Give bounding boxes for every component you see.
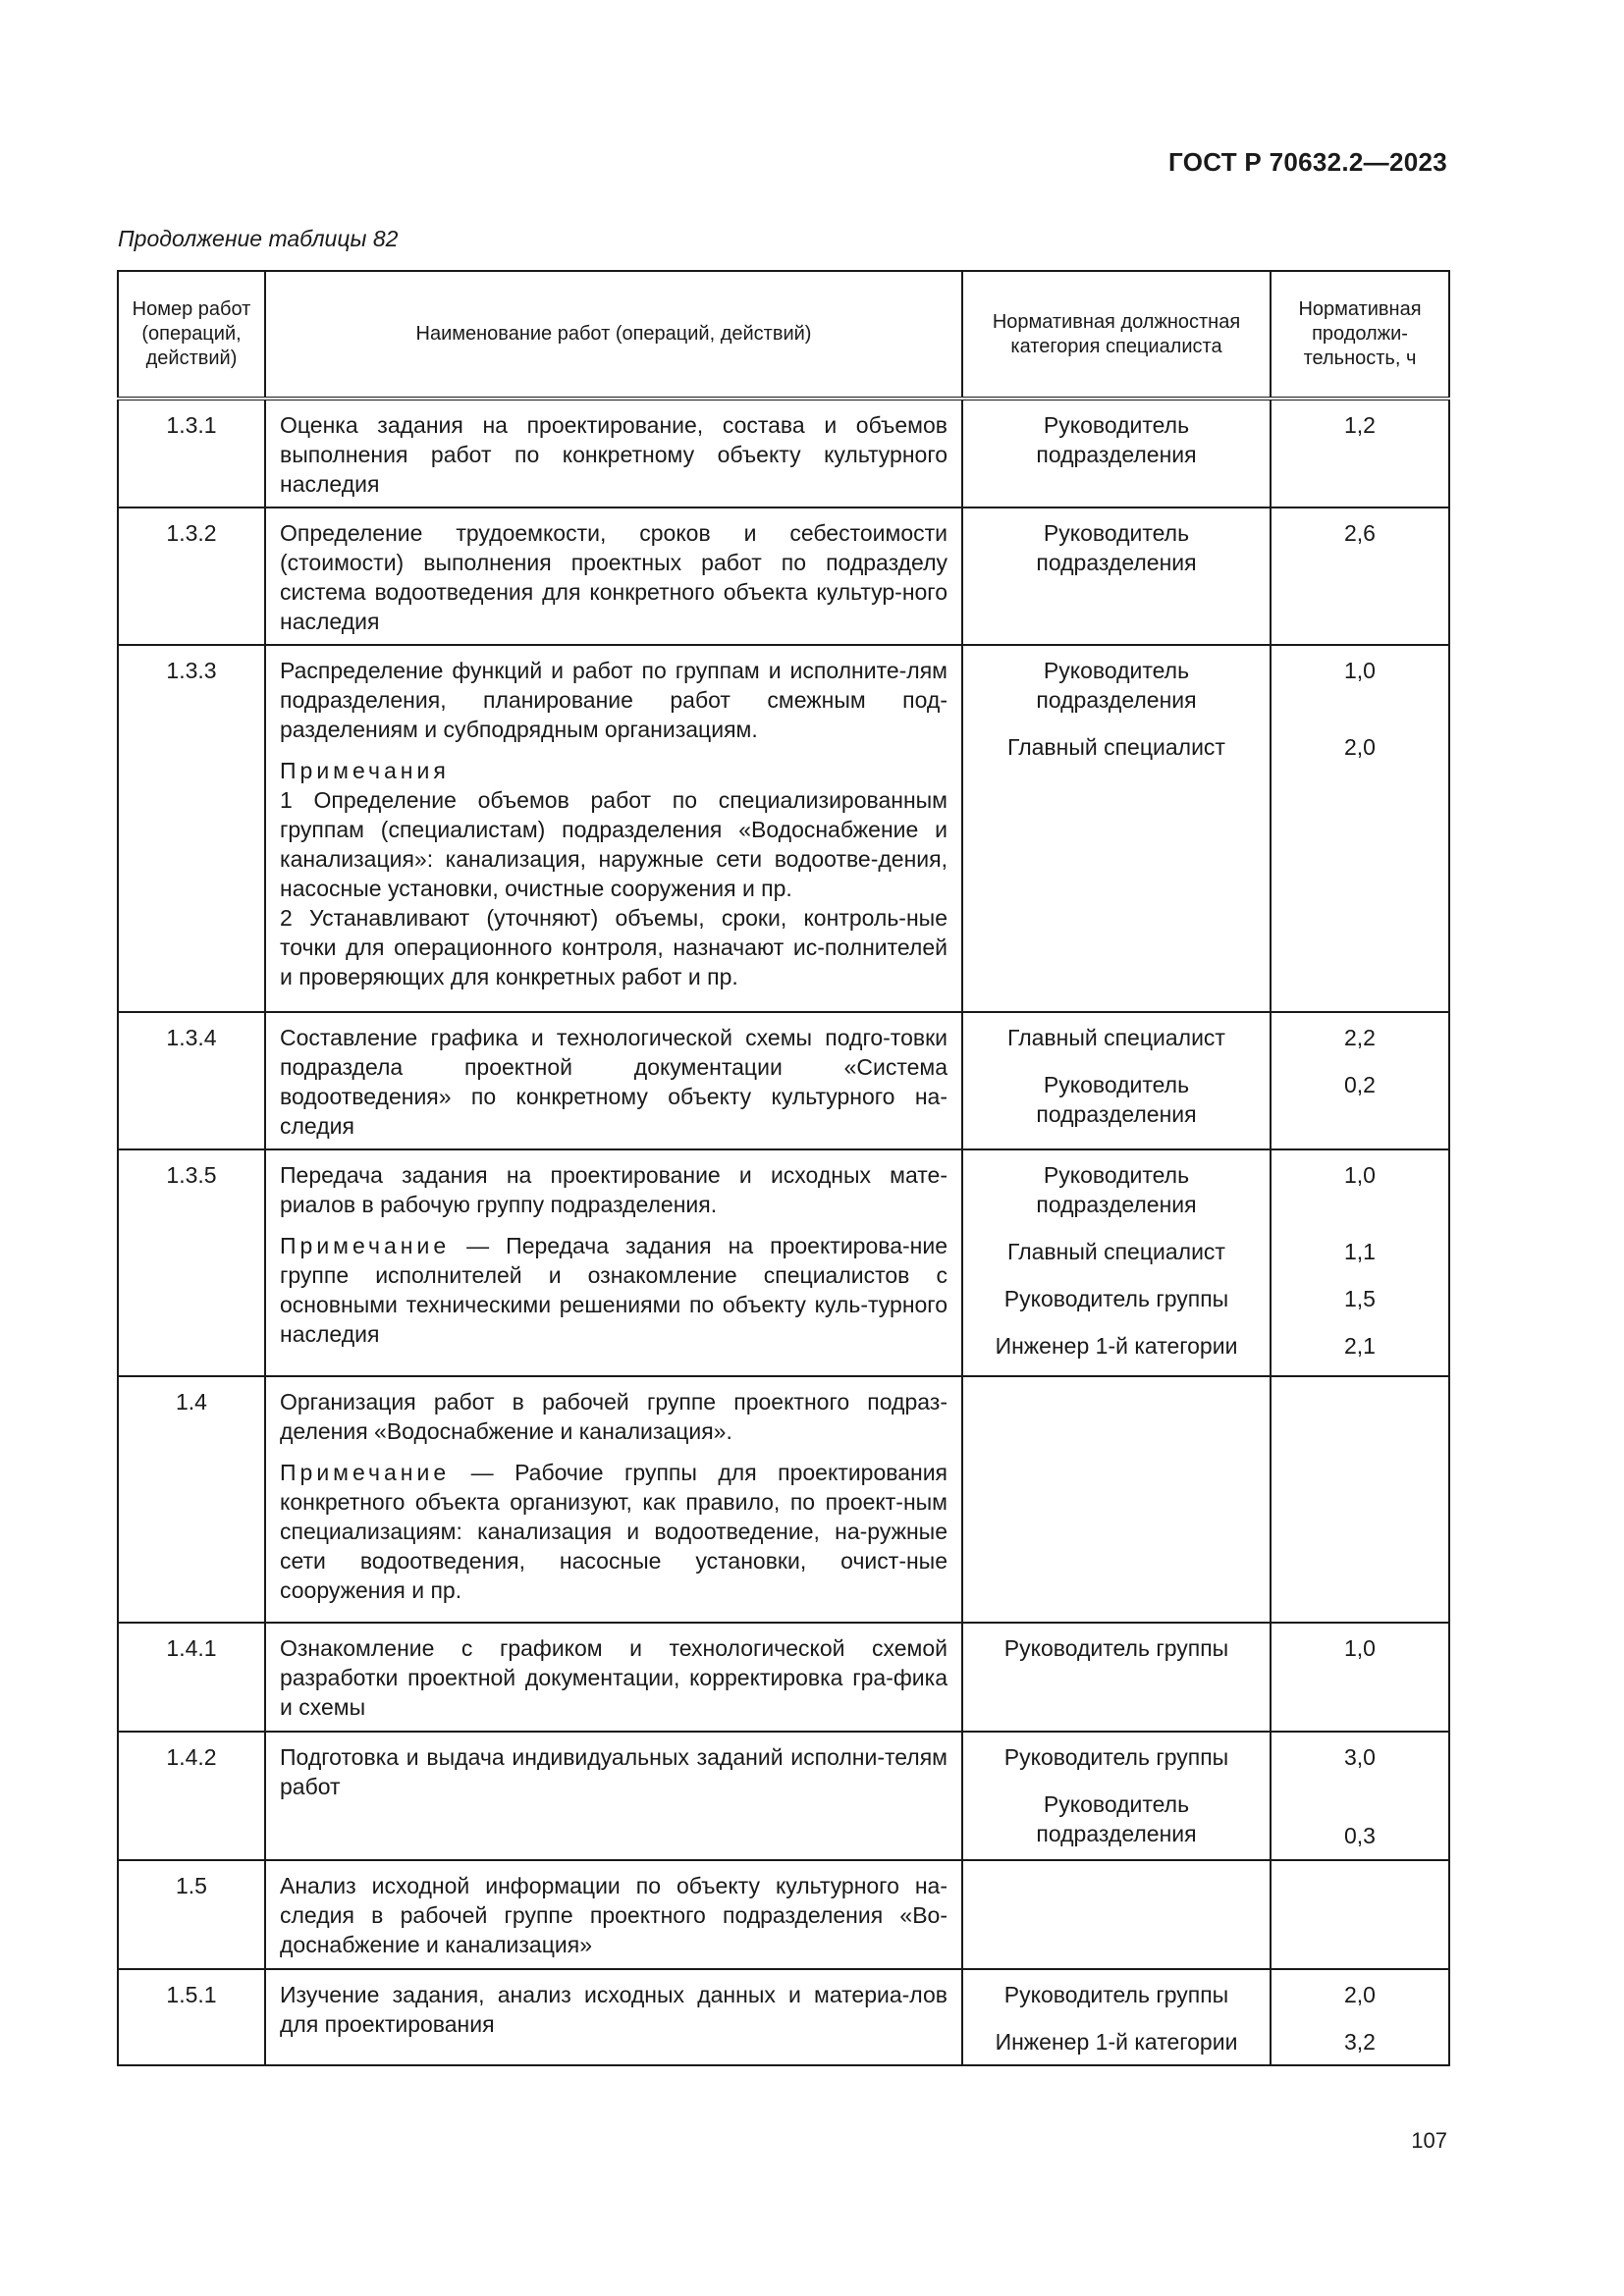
row-number: 1.3.1 bbox=[118, 399, 265, 507]
category-item: Инженер 1-й категории bbox=[995, 2029, 1238, 2055]
duration-item: 1,2 bbox=[1344, 412, 1376, 438]
column-header-number: Номер работ (операций, действий) bbox=[118, 271, 265, 399]
work-text: Оценка задания на проектирование, состава и объемов выполнения работ по конкретному объекту культурного наследия bbox=[280, 412, 947, 497]
note-label-text: Примечание bbox=[280, 1233, 451, 1258]
works-table bbox=[117, 270, 1450, 2066]
page-number: 107 bbox=[1411, 2128, 1447, 2153]
note-paragraph bbox=[280, 1458, 947, 1605]
row-durations bbox=[1271, 507, 1449, 645]
duration-item: 3,2 bbox=[1344, 2029, 1376, 2055]
row-durations bbox=[1271, 1012, 1449, 1149]
row-categories bbox=[962, 645, 1271, 1012]
row-categories bbox=[962, 1376, 1271, 1623]
duration-item: 1,0 bbox=[1344, 1162, 1376, 1188]
work-text: Ознакомление с графиком и технологической схемой разработки проектной документации, корректировка гра-фика и схемы bbox=[280, 1635, 947, 1720]
note-label-text: Примечание bbox=[280, 1460, 451, 1485]
category-item: Руководитель подразделения bbox=[1036, 1072, 1197, 1127]
row-description bbox=[265, 1012, 962, 1149]
row-categories bbox=[962, 1149, 1271, 1376]
work-text: Распределение функций и работ по группам и исполните-лям подразделения, планирование работ смежным под-разделениям и субподрядным организациям. bbox=[280, 658, 947, 742]
note-text: — Передача задания на проектирова-ние группе исполнителей и ознакомление специалистов с основными техническими решениями по объекту куль-турного наследия bbox=[280, 1233, 947, 1347]
duration-item: 3,0 bbox=[1344, 1744, 1376, 1770]
row-categories bbox=[962, 507, 1271, 645]
row-categories bbox=[962, 1732, 1271, 1860]
row-description bbox=[265, 1376, 962, 1623]
row-durations bbox=[1271, 1623, 1449, 1732]
category-item: Руководитель подразделения bbox=[1036, 1791, 1197, 1846]
row-number: 1.3.2 bbox=[118, 507, 265, 645]
table-row bbox=[118, 399, 1449, 507]
note-paragraph bbox=[280, 1231, 947, 1349]
duration-item: 1,0 bbox=[1344, 1635, 1376, 1661]
table-row bbox=[118, 1969, 1449, 2065]
table-caption: Продолжение таблицы 82 bbox=[118, 226, 399, 251]
note-label-text: Примечания bbox=[280, 758, 450, 783]
note-line: 2 Устанавливают (уточняют) объемы, сроки, контроль-ные точки для операционного контроля, назначают ис-полнителей и проверяющих для конкретных работ и пр. bbox=[280, 905, 947, 989]
column-header-category: Нормативная должностная категория специалиста bbox=[962, 271, 1271, 399]
category-item: Руководитель подразделения bbox=[1036, 1162, 1197, 1217]
table-row bbox=[118, 1376, 1449, 1623]
row-categories bbox=[962, 399, 1271, 507]
duration-item: 2,6 bbox=[1344, 520, 1376, 546]
row-number: 1.4.2 bbox=[118, 1732, 265, 1860]
row-durations bbox=[1271, 1376, 1449, 1623]
work-text: Составление графика и технологической схемы подго-товки подраздела проектной документации «Система водоотведения» по конкретному объекту культурного на-следия bbox=[280, 1025, 947, 1139]
row-durations bbox=[1271, 399, 1449, 507]
duration-item: 2,0 bbox=[1344, 1982, 1376, 2007]
duration-item: 0,3 bbox=[1344, 1823, 1376, 1848]
row-number: 1.3.5 bbox=[118, 1149, 265, 1376]
duration-item: 1,5 bbox=[1344, 1286, 1376, 1311]
row-description bbox=[265, 1969, 962, 2065]
category-item: Руководитель группы bbox=[1003, 1635, 1229, 1661]
column-header-name: Наименование работ (операций, действий) bbox=[265, 271, 962, 399]
duration-item: 2,0 bbox=[1344, 734, 1376, 760]
row-durations bbox=[1271, 1732, 1449, 1860]
category-item: Главный специалист bbox=[1007, 1239, 1225, 1264]
row-durations bbox=[1271, 1149, 1449, 1376]
row-number: 1.3.4 bbox=[118, 1012, 265, 1149]
row-description bbox=[265, 507, 962, 645]
row-description bbox=[265, 1732, 962, 1860]
duration-item: 2,1 bbox=[1344, 1333, 1376, 1359]
note-text: — Рабочие группы для проектирования конкретного объекта организуют, как правило, по проект-ным специализациям: канализация и водоотведение, на-ружные сети водоотведения, насосные установки, очист-ные сооружения и пр. bbox=[280, 1460, 948, 1603]
category-item: Руководитель группы bbox=[1003, 1744, 1229, 1770]
row-description bbox=[265, 1623, 962, 1732]
table-row bbox=[118, 645, 1449, 1012]
table-row bbox=[118, 1860, 1449, 1969]
row-description bbox=[265, 1860, 962, 1969]
row-durations bbox=[1271, 1860, 1449, 1969]
category-item: Руководитель подразделения bbox=[1036, 520, 1197, 575]
category-item: Руководитель группы bbox=[1003, 1982, 1229, 2007]
column-header-duration: Нормативная продолжи-тельность, ч bbox=[1271, 271, 1449, 399]
category-item: Главный специалист bbox=[1007, 734, 1225, 760]
category-item: Руководитель подразделения bbox=[1036, 412, 1197, 467]
note-label bbox=[280, 756, 947, 785]
table-row bbox=[118, 1732, 1449, 1860]
row-description bbox=[265, 1149, 962, 1376]
duration-item: 2,2 bbox=[1344, 1025, 1376, 1050]
table-row bbox=[118, 507, 1449, 645]
row-durations bbox=[1271, 1969, 1449, 2065]
work-text: Изучение задания, анализ исходных данных и материа-лов для проектирования bbox=[280, 1982, 947, 2037]
row-durations bbox=[1271, 645, 1449, 1012]
work-text: Передача задания на проектирование и исходных мате-риалов в рабочую группу подразделения. bbox=[280, 1162, 947, 1217]
category-item: Руководитель группы bbox=[1003, 1286, 1229, 1311]
work-text: Подготовка и выдача индивидуальных заданий исполни-телям работ bbox=[280, 1744, 947, 1799]
document-code: ГОСТ Р 70632.2—2023 bbox=[1168, 147, 1447, 177]
row-number: 1.3.3 bbox=[118, 645, 265, 1012]
category-item: Инженер 1-й категории bbox=[995, 1333, 1238, 1359]
duration-item: 0,2 bbox=[1344, 1072, 1376, 1097]
row-categories bbox=[962, 1969, 1271, 2065]
row-number: 1.5.1 bbox=[118, 1969, 265, 2065]
duration-item: 1,1 bbox=[1344, 1239, 1376, 1264]
row-description bbox=[265, 399, 962, 507]
work-text: Организация работ в рабочей группе проектного подраз-деления «Водоснабжение и канализация». bbox=[280, 1389, 947, 1444]
row-categories bbox=[962, 1860, 1271, 1969]
table-row bbox=[118, 1012, 1449, 1149]
row-number: 1.4.1 bbox=[118, 1623, 265, 1732]
row-categories bbox=[962, 1012, 1271, 1149]
table-header-row bbox=[118, 271, 1449, 399]
table-row bbox=[118, 1623, 1449, 1732]
row-categories bbox=[962, 1623, 1271, 1732]
table-row bbox=[118, 1149, 1449, 1376]
duration-item: 1,0 bbox=[1344, 658, 1376, 683]
row-description bbox=[265, 645, 962, 1012]
row-number: 1.5 bbox=[118, 1860, 265, 1969]
row-number: 1.4 bbox=[118, 1376, 265, 1623]
category-item: Руководитель подразделения bbox=[1036, 658, 1197, 713]
note-line: 1 Определение объемов работ по специализированным группам (специалистам) подразделения «Водоснабжение и канализация»: канализация, наружные сети водоотве-дения, насосные установки, очистные сооружения и пр. bbox=[280, 787, 947, 901]
work-text: Анализ исходной информации по объекту культурного на-следия в рабочей группе проектного подразделения «Во-доснабжение и канализация» bbox=[280, 1873, 947, 1957]
work-text: Определение трудоемкости, сроков и себестоимости (стоимости) выполнения проектных работ по подразделу система водоотведения для конкретного объекта культур-ного наследия bbox=[280, 520, 947, 634]
category-item: Главный специалист bbox=[1007, 1025, 1225, 1050]
